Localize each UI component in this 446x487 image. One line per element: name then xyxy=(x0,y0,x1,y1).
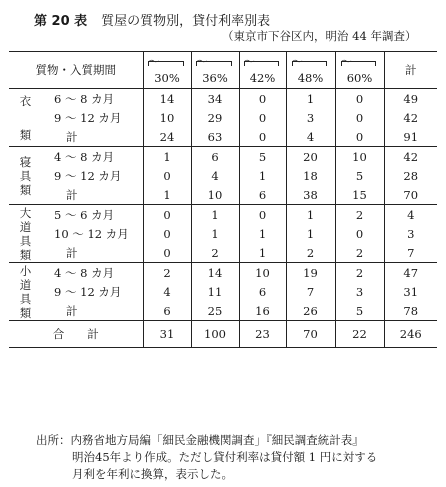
value-cell: 31 xyxy=(403,284,419,299)
header-row xyxy=(9,52,437,89)
value-cell: 31 xyxy=(143,321,191,348)
value-cell: 6 xyxy=(191,147,239,167)
source-line-3: 月利を年利に換算，表示した。 xyxy=(72,467,233,481)
value-cell: 3 xyxy=(335,282,384,301)
value-cell: 100 xyxy=(191,321,239,348)
category-clothing: 衣 類 xyxy=(9,89,42,147)
grand-total-label: 合 計 xyxy=(9,321,143,348)
value-cell: 7 xyxy=(407,245,415,260)
header-item-period: 質物・入質期間 xyxy=(9,52,143,89)
value-cell: 4 xyxy=(384,205,437,225)
value-cell: 4 xyxy=(286,127,335,147)
value-cell: 1 xyxy=(286,89,335,109)
period-cell: 6 〜 8 カ月 xyxy=(42,89,143,109)
value-cell: 4 xyxy=(143,282,191,301)
value-cell: 2 xyxy=(191,243,239,263)
value-cell: 14 xyxy=(143,89,191,109)
value-cell: 2 xyxy=(143,263,191,283)
header-rate-3: 〜 42% xyxy=(239,52,286,89)
table-row xyxy=(9,89,437,109)
header-rate-4: 〜 48% xyxy=(286,52,335,89)
value-cell: 28 xyxy=(403,168,419,183)
table-number: 第 20 表 xyxy=(34,14,88,29)
value-cell: 1 xyxy=(239,224,286,243)
category-large-items: 大 道 具 類 xyxy=(9,205,42,263)
value-cell: 70 xyxy=(286,321,335,348)
value-cell: 0 xyxy=(143,166,191,185)
value-cell: 2 xyxy=(335,205,384,225)
table-row xyxy=(9,263,437,283)
value-cell: 246 xyxy=(384,321,437,348)
table-title-text: 質屋の質物別，貸付利率別表 xyxy=(101,14,271,29)
period-cell: 9 〜 12 カ月 xyxy=(42,166,143,185)
table-row xyxy=(9,166,437,185)
value-cell: 10 xyxy=(335,147,384,167)
value-cell: 1 xyxy=(239,243,286,263)
value-cell: 1 xyxy=(286,224,335,243)
table-row xyxy=(9,243,437,263)
header-rate-2: 〜 36% xyxy=(191,52,239,89)
value-cell: 3 xyxy=(407,226,415,241)
table-row xyxy=(9,108,437,127)
value-cell: 14 xyxy=(191,263,239,283)
value-cell: 5 xyxy=(335,166,384,185)
table-row xyxy=(9,185,437,205)
table-row xyxy=(9,127,437,147)
period-cell: 9 〜 12 カ月 xyxy=(42,108,143,127)
value-cell: 25 xyxy=(191,301,239,321)
pawn-rate-table xyxy=(9,51,437,348)
value-cell: 26 xyxy=(286,301,335,321)
value-cell: 2 xyxy=(335,263,384,283)
value-cell: 70 xyxy=(403,187,419,202)
category-bedding: 寝 具 類 xyxy=(9,147,42,205)
table-row xyxy=(9,224,437,243)
value-cell: 1 xyxy=(239,166,286,185)
value-cell: 1 xyxy=(143,185,191,205)
value-cell: 22 xyxy=(335,321,384,348)
table-row xyxy=(9,301,437,321)
value-cell: 10 xyxy=(239,263,286,283)
value-cell: 6 xyxy=(239,282,286,301)
value-cell: 6 xyxy=(143,301,191,321)
value-cell: 3 xyxy=(286,108,335,127)
subtotal-label: 計 xyxy=(42,185,143,205)
source-line-2: 明治45年より作成。ただし貸付利率は貸付額 1 円に対する xyxy=(72,450,378,464)
value-cell: 38 xyxy=(286,185,335,205)
table-row xyxy=(9,282,437,301)
value-cell: 1 xyxy=(286,205,335,225)
value-cell: 23 xyxy=(239,321,286,348)
value-cell: 0 xyxy=(143,243,191,263)
subtotal-label: 計 xyxy=(42,127,143,147)
table-subtitle: （東京市下谷区内，明治 44 年調査） xyxy=(222,29,417,43)
subtotal-label: 計 xyxy=(42,243,143,263)
value-cell: 19 xyxy=(286,263,335,283)
value-cell: 11 xyxy=(191,282,239,301)
value-cell: 42 xyxy=(384,147,437,167)
category-small-items: 小 道 具 類 xyxy=(9,263,42,321)
value-cell: 1 xyxy=(191,224,239,243)
value-cell: 18 xyxy=(286,166,335,185)
source-note xyxy=(36,432,377,483)
value-cell: 47 xyxy=(384,263,437,283)
value-cell: 7 xyxy=(286,282,335,301)
value-cell: 1 xyxy=(191,205,239,225)
value-cell: 0 xyxy=(335,127,384,147)
table-row xyxy=(9,147,437,167)
value-cell: 5 xyxy=(335,301,384,321)
period-cell: 4 〜 8 カ月 xyxy=(42,263,143,283)
value-cell: 10 xyxy=(143,108,191,127)
value-cell: 16 xyxy=(239,301,286,321)
table-title xyxy=(34,10,270,29)
value-cell: 24 xyxy=(143,127,191,147)
value-cell: 0 xyxy=(239,127,286,147)
header-rate-1: 〜 30% xyxy=(143,52,191,89)
value-cell: 0 xyxy=(143,224,191,243)
value-cell: 63 xyxy=(191,127,239,147)
table-row xyxy=(9,205,437,225)
source-line-1: 出所：内務省地方局編「細民金融機関調査」『細民調査統計表』 xyxy=(36,433,364,447)
value-cell: 0 xyxy=(335,89,384,109)
value-cell: 1 xyxy=(143,147,191,167)
value-cell: 0 xyxy=(239,205,286,225)
value-cell: 2 xyxy=(335,243,384,263)
value-cell: 0 xyxy=(335,108,384,127)
header-total: 計 xyxy=(384,52,437,89)
value-cell: 2 xyxy=(286,243,335,263)
value-cell: 5 xyxy=(239,147,286,167)
value-cell: 20 xyxy=(286,147,335,167)
value-cell: 0 xyxy=(239,89,286,109)
value-cell: 91 xyxy=(403,129,419,144)
value-cell: 29 xyxy=(191,108,239,127)
value-cell: 0 xyxy=(335,224,384,243)
value-cell: 78 xyxy=(403,303,419,318)
value-cell: 42 xyxy=(403,110,419,125)
header-rate-5: 〜 60% xyxy=(335,52,384,89)
period-cell: 9 〜 12 カ月 xyxy=(42,282,143,301)
period-cell: 10 〜 12 カ月 xyxy=(42,224,143,243)
value-cell: 10 xyxy=(191,185,239,205)
subtotal-label: 計 xyxy=(42,301,143,321)
value-cell: 34 xyxy=(191,89,239,109)
value-cell: 0 xyxy=(239,108,286,127)
value-cell: 49 xyxy=(384,89,437,109)
value-cell: 6 xyxy=(239,185,286,205)
grand-total-row xyxy=(9,321,437,348)
value-cell: 15 xyxy=(335,185,384,205)
value-cell: 4 xyxy=(191,166,239,185)
period-cell: 5 〜 6 カ月 xyxy=(42,205,143,225)
value-cell: 0 xyxy=(143,205,191,225)
period-cell: 4 〜 8 カ月 xyxy=(42,147,143,167)
